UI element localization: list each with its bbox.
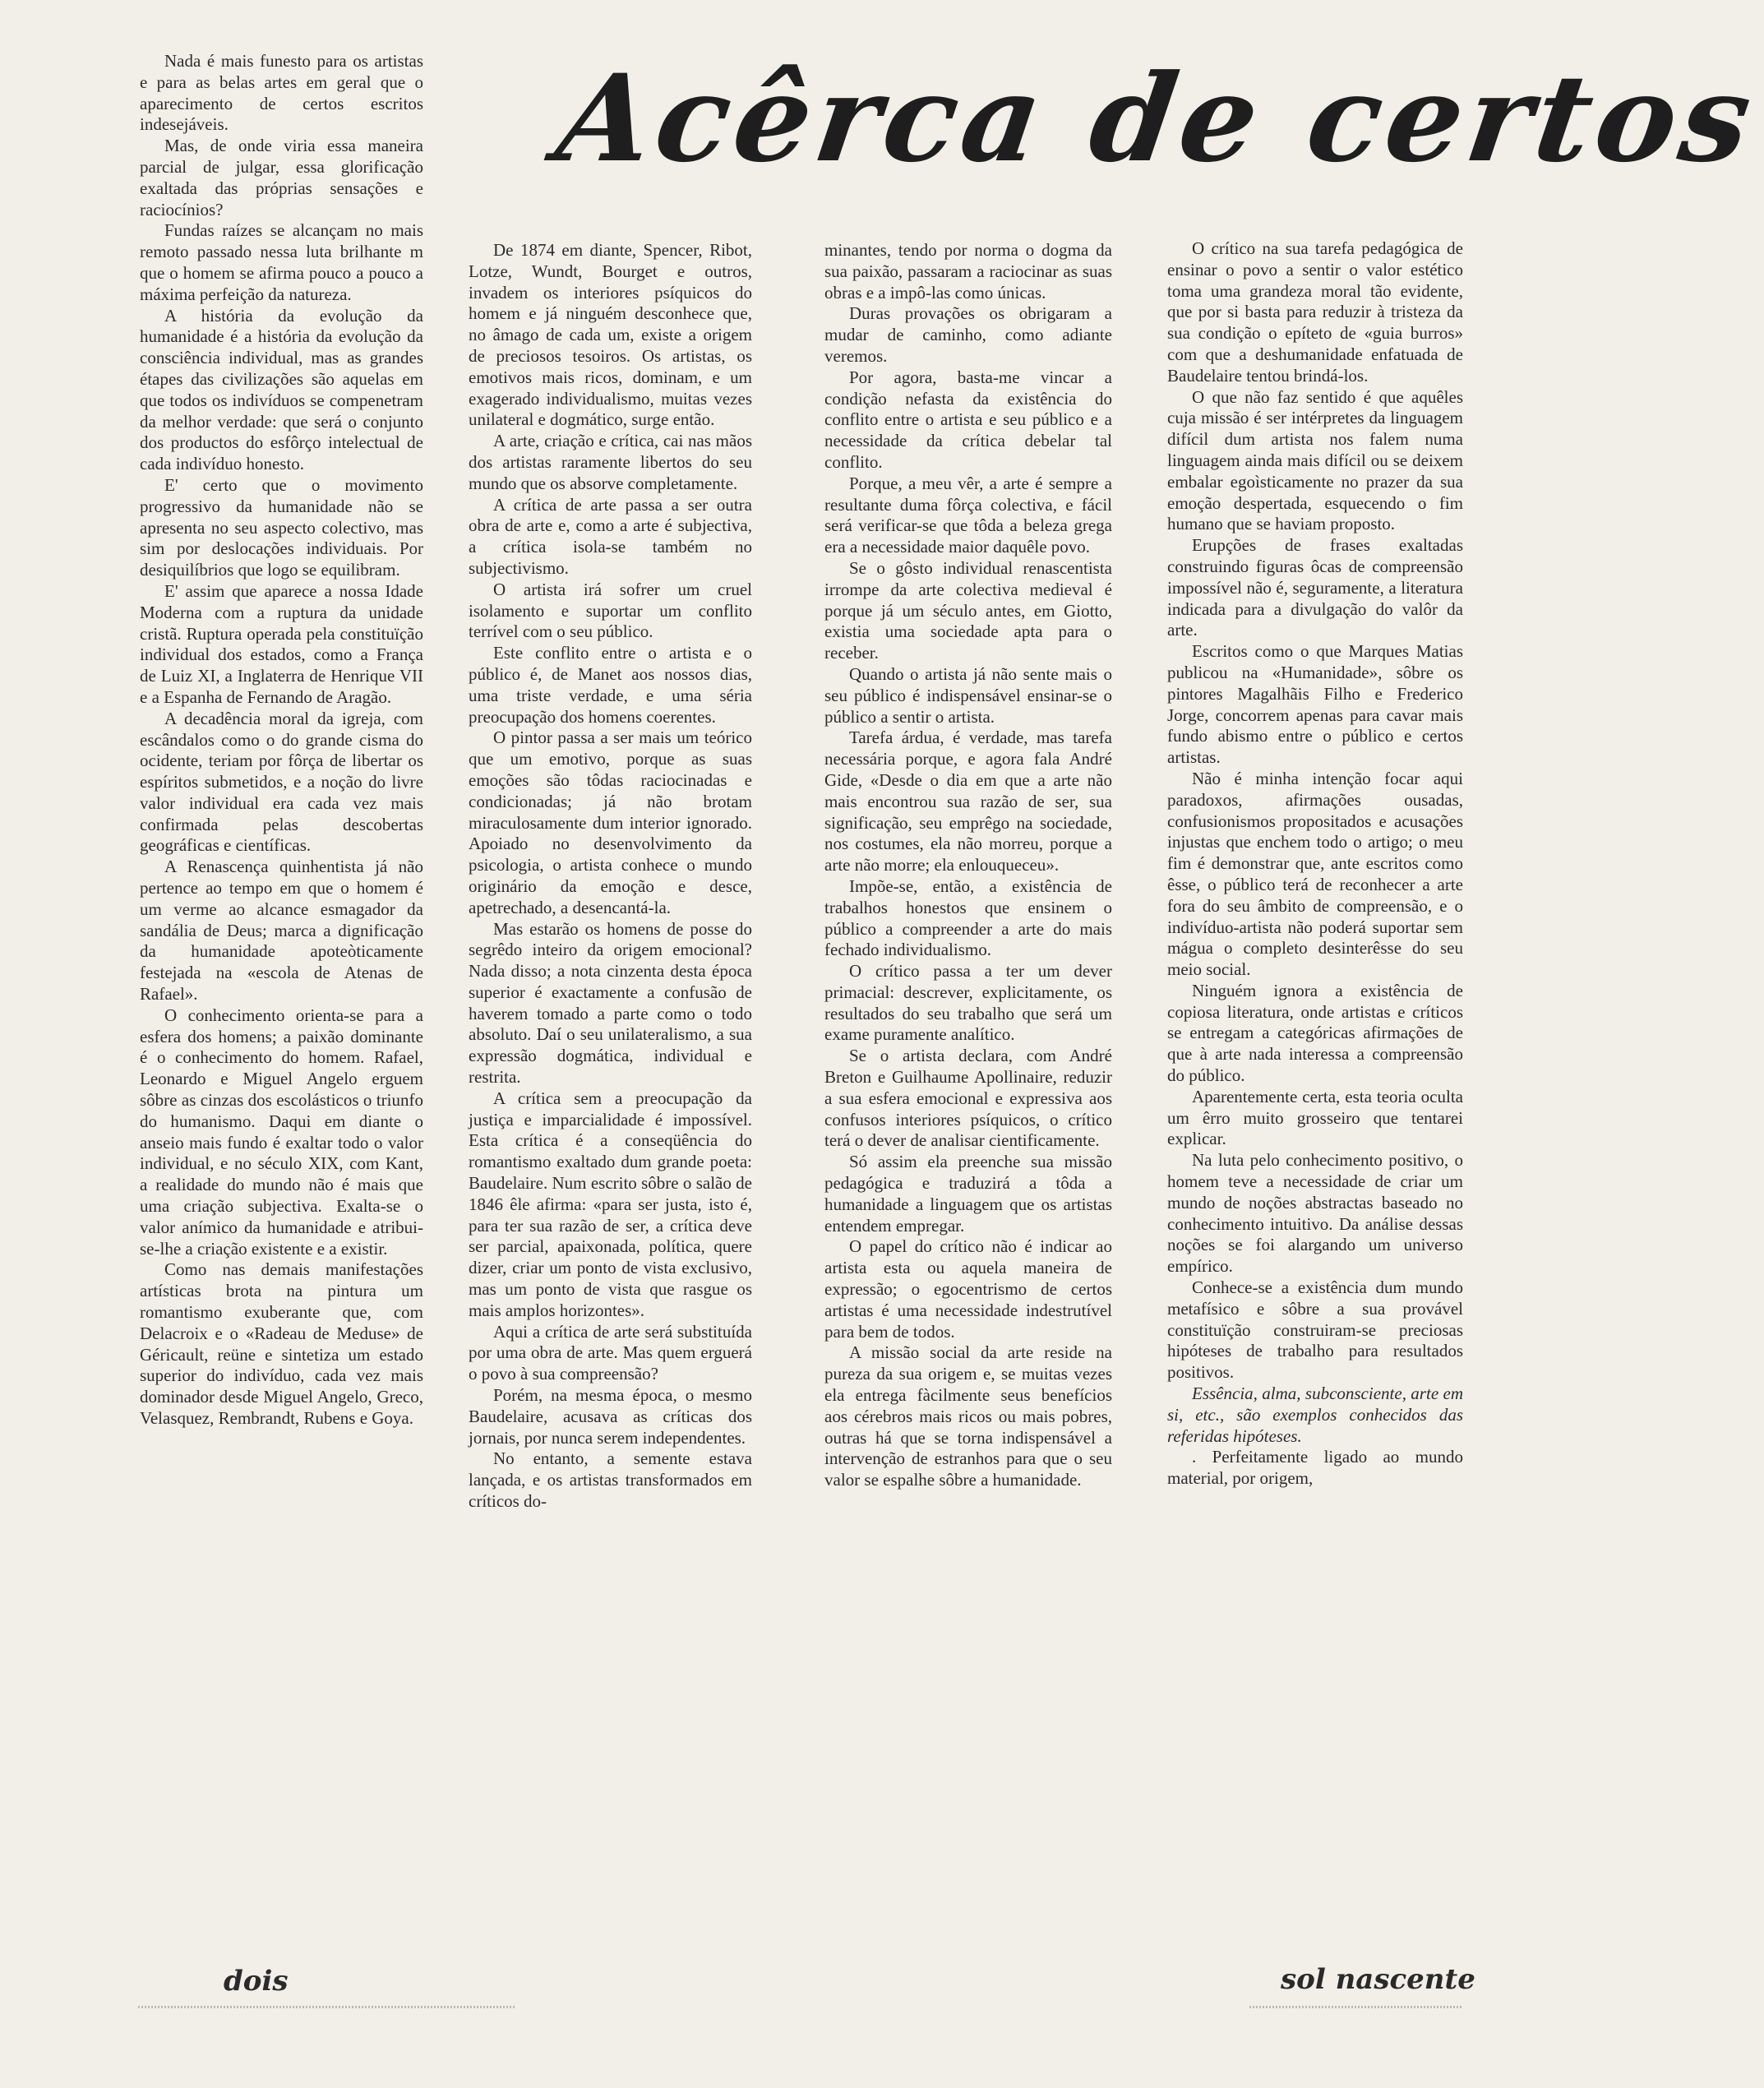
paragraph: A Renascença quinhentista já não pertence ao tempo em que o homem é um verme ao alcance esmagador da sandália de Deus; marca a dignificação da humanidade apoteòticamente festejada na «escola de Atenas de Rafael». — [140, 857, 423, 1005]
paragraph: Conhece-se a existência dum mundo metafísico e sôbre a sua provável constituïção construiram-se preciosas hipóteses de trabalho para resultados positivos. — [1167, 1277, 1463, 1383]
publication-name: sol nascente — [1281, 1963, 1475, 1996]
paragraph: De 1874 em diante, Spencer, Ribot, Lotze, Wundt, Bourget e outros, invadem os interiores psíquicos do homem e já ninguém desconhece que, no âmago de cada um, existe a origem de preciosos tesoiros. Os artistas, os emotivos mais ricos, dominam, e um exagerado individualismo, muitas vezes unilateral e dogmático, surge então. — [469, 240, 752, 430]
paragraph: A crítica de arte passa a ser outra obra de arte e, como a arte é subjectiva, a crítica isola-se também no subjectivismo. — [469, 494, 752, 578]
paragraph: O pintor passa a ser mais um teórico que um emotivo, porque as suas emoções são tôdas raciocinadas e condicionadas; já não brotam miraculosamente dum interior ignorado. Apoiado no desenvolvimento da psicologia, o artista conhece o mundo originário da emoção e desce, apetrechado, a desencantá-la. — [469, 728, 752, 917]
paragraph: Quando o artista já não sente mais o seu público é indispensável ensinar-se o público a sentir o artista. — [824, 663, 1112, 727]
paragraph: Por agora, basta-me vincar a condição nefasta da existência do conflito entre o artista e seu público e a necessidade da crítica debelar tal conflito. — [824, 367, 1112, 472]
paragraph: Escritos como o que Marques Matias publicou na «Humanidade», sôbre os pintores Magalhãis Filho e Frederico Jorge, concorrem apenas para cavar mais fundo abismo entre o público e certos artistas. — [1167, 641, 1463, 768]
paragraph: Essência, alma, subconsciente, arte em si, etc., são exemplos conhecidos das referidas hipóteses. — [1167, 1384, 1463, 1446]
paragraph: Aparentemente certa, esta teoria oculta um êrro muito grosseiro que tentarei explicar. — [1167, 1086, 1463, 1149]
paragraph: Porque, a meu vêr, a arte é sempre a resultante duma fôrça colectiva, e fácil será verificar-se que tôda a beleza grega era a necessidade maior daquêle povo. — [824, 473, 1112, 557]
paragraph: O conhecimento orienta-se para a esfera dos homens; a paixão dominante é o conhecimento do homem. Rafael, Leonardo e Miguel Angelo erguem sôbre as cinzas dos escolásticos o triunfo do humanismo. Daqui em diante o anseio mais fundo é exaltar todo o valor individual, e no século XIX, com Kant, a realidade do mundo não é mais que uma criação subjectiva. Exalta-se o valor anímico da humanidade e atribui-se-lhe a criação existente e a existir. — [140, 1005, 423, 1259]
paragraph: Aqui a crítica de arte será substituída por uma obra de arte. Mas quem erguerá o povo à sua compreensão? — [469, 1321, 752, 1384]
article-title: Acêrca de certos — [549, 49, 1764, 189]
paragraph: Nada é mais funesto para os artistas e para as belas artes em geral que o aparecimento de certos escritos indesejáveis. — [140, 51, 423, 135]
paragraph: E' assim que aparece a nossa Idade Moderna com a ruptura da unidade cristã. Ruptura operada pela constituïção individual dos estados, como a França de Luiz XI, a Inglaterra de Henrique VII e a Espanha de Fernando de Aragão. — [140, 580, 423, 707]
paragraph: A missão social da arte reside na pureza da sua origem e, se muitas vezes ela entrega fàcilmente seus benefícios aos cérebros mais ricos ou mais pobres, outras há que se torna indispensável a intervenção de estranhos para que o seu valor se espalhe sôbre a humanidade. — [824, 1342, 1112, 1490]
paragraph: A arte, criação e crítica, cai nas mãos dos artistas raramente libertos do seu mundo que os absorve completamente. — [469, 431, 752, 493]
footer-rule-right — [1249, 2006, 1463, 2008]
paragraph: Como nas demais manifestações artísticas brota na pintura um romantismo exuberante que, com Delacroix e o «Radeau de Meduse» de Géricault, reüne e sintetiza um estado superior do indivíduo, cada vez mais dominador desde Miguel Angelo, Greco, Velasquez, Rembrandt, Rubens e Goya. — [140, 1259, 423, 1428]
text-column-1 — [140, 51, 423, 1430]
paragraph: O crítico passa a ter um dever primacial: descrever, explicitamente, os resultados do seu trabalho que será um exame puramente analítico. — [824, 961, 1112, 1045]
paragraph: Não é minha intenção focar aqui paradoxos, afirmações ousadas, confusionismos propositados e acusações injustas que enchem todo o artigo; o meu fim é demonstrar que, ante escritos como êsse, o público terá de reconhecer a arte fora do seu âmbito de compreensão, e o indivíduo-artista não poderá suportar sem mágua o completo desinterêsse do seu meio social. — [1167, 768, 1463, 980]
paragraph: Ninguém ignora a existência de copiosa literatura, onde artistas e críticos se entregam a categóricas afirmações de que à arte nada interessa a compreensão do público. — [1167, 980, 1463, 1086]
paragraph: Tarefa árdua, é verdade, mas tarefa necessária porque, e agora fala André Gide, «Desde o dia em que a arte não mais encontrou sua razão de ser, sua significação, seu emprêgo na sociedade, nos costumes, ela não morreu, porque a arte não morre; ela enlouqueceu». — [824, 728, 1112, 875]
text-column-4 — [1167, 238, 1463, 1490]
paragraph: Mas estarão os homens de posse do segrêdo inteiro da origem emocional? Nada disso; a nota cinzenta desta época superior é exactamente a confusão de haverem tomado a parte como o todo absoluto. Daí o seu unilateralismo, a sua expressão dogmática, individual e restrita. — [469, 918, 752, 1088]
paragraph: Se o gôsto individual renascentista irrompe da arte colectiva medieval é porque já um século antes, em Giotto, existia uma sociedade apta para o receber. — [824, 557, 1112, 663]
paragraph: Este conflito entre o artista e o público é, de Manet aos nossos dias, uma triste verdade, e uma séria preocupação dos homens coerentes. — [469, 643, 752, 727]
paragraph: No entanto, a semente estava lançada, e os artistas transformados em críticos do- — [469, 1448, 752, 1512]
footer-rule-left — [138, 2006, 516, 2008]
paragraph: O papel do crítico não é indicar ao artista esta ou aquela maneira de expressão; o egocentrismo de certos artistas é uma necessidade indestrutível para bem de todos. — [824, 1236, 1112, 1342]
paragraph: minantes, tendo por norma o dogma da sua paixão, passaram a raciocinar as suas obras e a impô-las como únicas. — [824, 240, 1112, 303]
paragraph: O que não faz sentido é que aquêles cuja missão é ser intérpretes da linguagem difícil dum artista nos falem numa linguagem ainda mais difícil ou se deixem embalar egoìsticamente no prazer da sua emoção despertada, esquecendo o fim humano que se haviam proposto. — [1167, 386, 1463, 534]
text-column-2 — [469, 240, 752, 1513]
paragraph: . Perfeitamente ligado ao mundo material, por origem, — [1167, 1447, 1463, 1489]
paragraph: Erupções de frases exaltadas construindo figuras ôcas de compreensão impossível não é, seguramente, a literatura indicada para a divulgação do valôr da arte. — [1167, 535, 1463, 640]
paragraph: Porém, na mesma época, o mesmo Baudelaire, acusava as críticas dos jornais, por nunca serem independentes. — [469, 1385, 752, 1448]
paragraph: A decadência moral da igreja, com escândalos como o do grande cisma do ocidente, teriam por fôrça de libertar os espíritos submetidos, e a noção do livre valor individual era cada vez mais confirmada pelas descobertas geográficas e científicas. — [140, 708, 423, 856]
paragraph: A história da evolução da humanidade é a história da evolução da consciência individual, mas as grandes étapes das civilizações são aquelas em que todos os indivíduos se compenetram da melhor verdade: que será o conjunto dos productos do esfôrço intelectual de cada indivíduo honesto. — [140, 305, 423, 474]
paragraph: Mas, de onde viria essa maneira parcial de julgar, essa glorificação exaltada das próprias sensações e raciocínios? — [140, 136, 423, 219]
paragraph: Na luta pelo conhecimento positivo, o homem teve a necessidade de criar um mundo de noções abstractas baseado no conhecimento intuitivo. Da análise dessas noções se foi alargando um universo empírico. — [1167, 1150, 1463, 1277]
paragraph: Duras provações os obrigaram a mudar de caminho, como adiante veremos. — [824, 303, 1112, 366]
paragraph: Só assim ela preenche sua missão pedagógica e traduzirá a tôda a humanidade a linguagem que os artistas entendem empregar. — [824, 1152, 1112, 1236]
paragraph: O crítico na sua tarefa pedagógica de ensinar o povo a sentir o valor estético toma uma grandeza moral tão evidente, que por si basta para reduzir à tristeza da sua condição o epíteto de «guia burros» com que a deshumanidade enfatuada de Baudelaire tentou brindá-los. — [1167, 238, 1463, 386]
paragraph: Fundas raízes se alcançam no mais remoto passado nessa luta brilhante m que o homem se afirma pouco a pouco a máxima perfeição da natureza. — [140, 220, 423, 304]
page-number-label: dois — [224, 1965, 289, 1998]
paragraph: E' certo que o movimento progressivo da humanidade não se apresenta no seu aspecto colectivo, mas sim por deslocações individuais. Por desiquilíbrios que logo se equilibram. — [140, 474, 423, 580]
paragraph: A crítica sem a preocupação da justiça e imparcialidade é impossível. Esta crítica é a conseqüência do romantismo exaltado dum grande poeta: Baudelaire. Num escrito sôbre o salão de 1846 êle afirma: «para ser justa, isto é, para ter sua razão de ser, a crítica deve ser parcial, apaixonada, política, quere dizer, criar um ponto de vista exclusivo, mas um ponto de vista que rasgue os mais amplos horizontes». — [469, 1088, 752, 1320]
paragraph: Se o artista declara, com André Breton e Guilhaume Apollinaire, reduzir a sua esfera emocional e expressiva aos confusos interiores psíquicos, o crítico terá o dever de analisar cientificamente. — [824, 1046, 1112, 1151]
paragraph: Impõe-se, então, a existência de trabalhos honestos que ensinem o público a compreender a arte do mais fechado individualismo. — [824, 875, 1112, 960]
paragraph: O artista irá sofrer um cruel isolamento e suportar um conflito terrível com o seu público. — [469, 579, 752, 642]
text-column-3 — [824, 240, 1112, 1491]
